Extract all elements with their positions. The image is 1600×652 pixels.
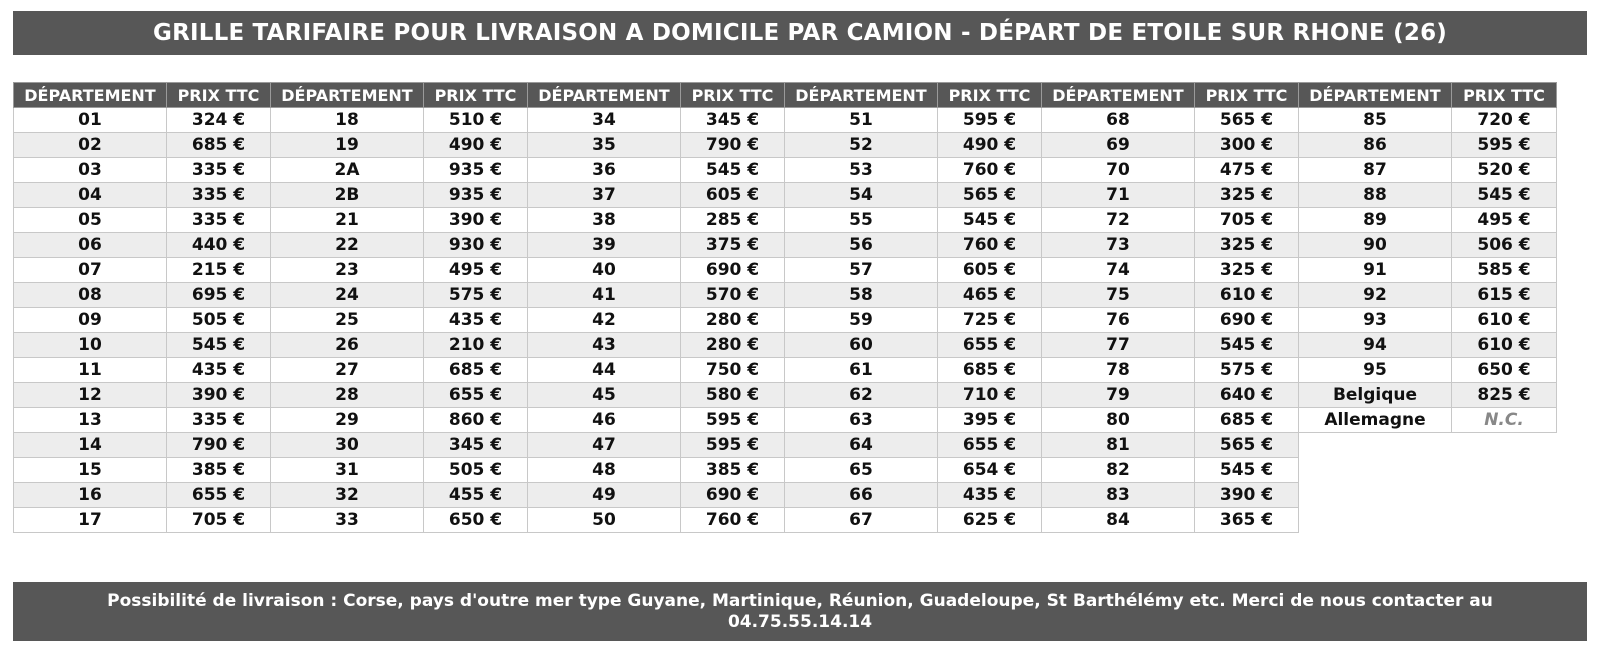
price-cell: 580 € bbox=[681, 383, 785, 408]
price-cell: 930 € bbox=[424, 233, 528, 258]
table-row bbox=[14, 458, 1557, 483]
price-cell: 345 € bbox=[681, 108, 785, 133]
departement-cell: 46 bbox=[528, 408, 681, 433]
price-cell: 390 € bbox=[424, 208, 528, 233]
price-cell: 395 € bbox=[938, 408, 1042, 433]
price-cell: 285 € bbox=[681, 208, 785, 233]
departement-cell: Belgique bbox=[1299, 383, 1452, 408]
departement-cell: 18 bbox=[271, 108, 424, 133]
table-row bbox=[14, 333, 1557, 358]
table-row bbox=[14, 233, 1557, 258]
price-cell: 595 € bbox=[938, 108, 1042, 133]
departement-cell: 63 bbox=[785, 408, 938, 433]
departement-cell: 04 bbox=[14, 183, 167, 208]
price-cell: 690 € bbox=[1195, 308, 1299, 333]
departement-cell: 26 bbox=[271, 333, 424, 358]
departement-cell: 47 bbox=[528, 433, 681, 458]
footer-note: Possibilité de livraison : Corse, pays d'outre mer type Guyane, Martinique, Réunion, Guadeloupe, St Barthélémy etc. Merci de nous contacter au 04.75.55.14.14 bbox=[13, 582, 1587, 641]
header-departement: DÉPARTEMENT bbox=[785, 83, 938, 108]
price-cell: 335 € bbox=[167, 408, 271, 433]
departement-cell: 11 bbox=[14, 358, 167, 383]
price-cell: 935 € bbox=[424, 183, 528, 208]
departement-cell: 40 bbox=[528, 258, 681, 283]
departement-cell: 07 bbox=[14, 258, 167, 283]
header-prix-ttc: PRIX TTC bbox=[1195, 83, 1299, 108]
price-cell: 655 € bbox=[167, 483, 271, 508]
price-cell: 565 € bbox=[1195, 108, 1299, 133]
departement-cell: 84 bbox=[1042, 508, 1195, 533]
departement-cell: 69 bbox=[1042, 133, 1195, 158]
price-cell: 325 € bbox=[1195, 233, 1299, 258]
price-cell: 210 € bbox=[424, 333, 528, 358]
departement-cell: 82 bbox=[1042, 458, 1195, 483]
table-header-row bbox=[14, 83, 1557, 108]
price-cell: 610 € bbox=[1195, 283, 1299, 308]
price-cell: 545 € bbox=[1195, 458, 1299, 483]
price-cell: 435 € bbox=[938, 483, 1042, 508]
departement-cell: 83 bbox=[1042, 483, 1195, 508]
departement-cell: 35 bbox=[528, 133, 681, 158]
departement-cell: 64 bbox=[785, 433, 938, 458]
price-cell: 510 € bbox=[424, 108, 528, 133]
departement-cell: 09 bbox=[14, 308, 167, 333]
price-cell: 760 € bbox=[938, 233, 1042, 258]
departement-cell: 67 bbox=[785, 508, 938, 533]
departement-cell: 2A bbox=[271, 158, 424, 183]
empty-cell bbox=[1299, 508, 1452, 533]
departement-cell: 80 bbox=[1042, 408, 1195, 433]
departement-cell: 21 bbox=[271, 208, 424, 233]
departement-cell: 88 bbox=[1299, 183, 1452, 208]
departement-cell: 52 bbox=[785, 133, 938, 158]
price-cell: 335 € bbox=[167, 158, 271, 183]
table-row bbox=[14, 258, 1557, 283]
header-prix-ttc: PRIX TTC bbox=[424, 83, 528, 108]
departement-cell: 78 bbox=[1042, 358, 1195, 383]
departement-cell: 30 bbox=[271, 433, 424, 458]
departement-cell: 23 bbox=[271, 258, 424, 283]
departement-cell: 81 bbox=[1042, 433, 1195, 458]
price-cell: 690 € bbox=[681, 258, 785, 283]
departement-cell: 54 bbox=[785, 183, 938, 208]
price-cell: 565 € bbox=[938, 183, 1042, 208]
table-row bbox=[14, 133, 1557, 158]
departement-cell: 77 bbox=[1042, 333, 1195, 358]
departement-cell: 87 bbox=[1299, 158, 1452, 183]
price-cell: 610 € bbox=[1452, 308, 1557, 333]
price-cell: 280 € bbox=[681, 308, 785, 333]
departement-cell: 13 bbox=[14, 408, 167, 433]
price-cell: 520 € bbox=[1452, 158, 1557, 183]
price-cell: 455 € bbox=[424, 483, 528, 508]
departement-cell: 24 bbox=[271, 283, 424, 308]
price-cell: 385 € bbox=[167, 458, 271, 483]
departement-cell: 33 bbox=[271, 508, 424, 533]
price-cell: 490 € bbox=[938, 133, 1042, 158]
header-departement: DÉPARTEMENT bbox=[1042, 83, 1195, 108]
departement-cell: 60 bbox=[785, 333, 938, 358]
departement-cell: 68 bbox=[1042, 108, 1195, 133]
departement-cell: 36 bbox=[528, 158, 681, 183]
price-cell: 725 € bbox=[938, 308, 1042, 333]
price-cell: 495 € bbox=[424, 258, 528, 283]
price-cell: 345 € bbox=[424, 433, 528, 458]
departement-cell: 17 bbox=[14, 508, 167, 533]
empty-cell bbox=[1452, 433, 1557, 458]
price-cell: 385 € bbox=[681, 458, 785, 483]
price-cell: 324 € bbox=[167, 108, 271, 133]
table-row bbox=[14, 158, 1557, 183]
price-cell: 595 € bbox=[681, 433, 785, 458]
price-cell: 545 € bbox=[167, 333, 271, 358]
price-cell: 435 € bbox=[167, 358, 271, 383]
table-body bbox=[14, 108, 1557, 533]
price-cell: 825 € bbox=[1452, 383, 1557, 408]
price-cell: 705 € bbox=[167, 508, 271, 533]
departement-cell: 75 bbox=[1042, 283, 1195, 308]
departement-cell: 15 bbox=[14, 458, 167, 483]
price-cell: 760 € bbox=[938, 158, 1042, 183]
departement-cell: 14 bbox=[14, 433, 167, 458]
price-cell: 690 € bbox=[681, 483, 785, 508]
price-cell: 750 € bbox=[681, 358, 785, 383]
departement-cell: 41 bbox=[528, 283, 681, 308]
price-cell: 505 € bbox=[167, 308, 271, 333]
departement-cell: 55 bbox=[785, 208, 938, 233]
header-departement: DÉPARTEMENT bbox=[1299, 83, 1452, 108]
departement-cell: 57 bbox=[785, 258, 938, 283]
price-cell: 325 € bbox=[1195, 183, 1299, 208]
departement-cell: 66 bbox=[785, 483, 938, 508]
price-cell: 605 € bbox=[681, 183, 785, 208]
departement-cell: 62 bbox=[785, 383, 938, 408]
price-cell: 685 € bbox=[938, 358, 1042, 383]
departement-cell: 28 bbox=[271, 383, 424, 408]
departement-cell: 25 bbox=[271, 308, 424, 333]
departement-cell: 58 bbox=[785, 283, 938, 308]
price-grid-table bbox=[13, 82, 1557, 533]
price-cell: 505 € bbox=[424, 458, 528, 483]
price-cell: 375 € bbox=[681, 233, 785, 258]
empty-cell bbox=[1452, 458, 1557, 483]
departement-cell: 89 bbox=[1299, 208, 1452, 233]
header-prix-ttc: PRIX TTC bbox=[167, 83, 271, 108]
price-cell: N.C. bbox=[1452, 408, 1557, 433]
table-row bbox=[14, 283, 1557, 308]
departement-cell: 01 bbox=[14, 108, 167, 133]
departement-cell: 50 bbox=[528, 508, 681, 533]
departement-cell: 92 bbox=[1299, 283, 1452, 308]
price-cell: 545 € bbox=[681, 158, 785, 183]
table-row bbox=[14, 208, 1557, 233]
price-cell: 490 € bbox=[424, 133, 528, 158]
departement-cell: 70 bbox=[1042, 158, 1195, 183]
departement-cell: 38 bbox=[528, 208, 681, 233]
departement-cell: 85 bbox=[1299, 108, 1452, 133]
price-cell: 475 € bbox=[1195, 158, 1299, 183]
departement-cell: 06 bbox=[14, 233, 167, 258]
table-row bbox=[14, 408, 1557, 433]
price-cell: 790 € bbox=[681, 133, 785, 158]
departement-cell: 2B bbox=[271, 183, 424, 208]
price-cell: 595 € bbox=[1452, 133, 1557, 158]
departement-cell: 59 bbox=[785, 308, 938, 333]
departement-cell: 10 bbox=[14, 333, 167, 358]
departement-cell: 72 bbox=[1042, 208, 1195, 233]
price-cell: 610 € bbox=[1452, 333, 1557, 358]
departement-cell: 08 bbox=[14, 283, 167, 308]
departement-cell: 79 bbox=[1042, 383, 1195, 408]
departement-cell: 37 bbox=[528, 183, 681, 208]
departement-cell: 51 bbox=[785, 108, 938, 133]
header-departement: DÉPARTEMENT bbox=[528, 83, 681, 108]
departement-cell: 12 bbox=[14, 383, 167, 408]
departement-cell: 74 bbox=[1042, 258, 1195, 283]
table-row bbox=[14, 483, 1557, 508]
departement-cell: 43 bbox=[528, 333, 681, 358]
departement-cell: 53 bbox=[785, 158, 938, 183]
header-departement: DÉPARTEMENT bbox=[271, 83, 424, 108]
price-cell: 435 € bbox=[424, 308, 528, 333]
departement-cell: 95 bbox=[1299, 358, 1452, 383]
empty-cell bbox=[1299, 458, 1452, 483]
departement-cell: 91 bbox=[1299, 258, 1452, 283]
table-row bbox=[14, 508, 1557, 533]
price-cell: 325 € bbox=[1195, 258, 1299, 283]
price-cell: 365 € bbox=[1195, 508, 1299, 533]
departement-cell: 86 bbox=[1299, 133, 1452, 158]
departement-cell: 93 bbox=[1299, 308, 1452, 333]
departement-cell: Allemagne bbox=[1299, 408, 1452, 433]
price-cell: 280 € bbox=[681, 333, 785, 358]
price-cell: 640 € bbox=[1195, 383, 1299, 408]
price-cell: 655 € bbox=[938, 333, 1042, 358]
departement-cell: 05 bbox=[14, 208, 167, 233]
price-cell: 565 € bbox=[1195, 433, 1299, 458]
price-cell: 625 € bbox=[938, 508, 1042, 533]
table-row bbox=[14, 358, 1557, 383]
price-cell: 545 € bbox=[938, 208, 1042, 233]
departement-cell: 42 bbox=[528, 308, 681, 333]
price-cell: 685 € bbox=[167, 133, 271, 158]
departement-cell: 45 bbox=[528, 383, 681, 408]
departement-cell: 22 bbox=[271, 233, 424, 258]
departement-cell: 49 bbox=[528, 483, 681, 508]
departement-cell: 29 bbox=[271, 408, 424, 433]
departement-cell: 32 bbox=[271, 483, 424, 508]
price-cell: 575 € bbox=[424, 283, 528, 308]
empty-cell bbox=[1452, 483, 1557, 508]
price-cell: 685 € bbox=[1195, 408, 1299, 433]
price-cell: 390 € bbox=[1195, 483, 1299, 508]
price-cell: 506 € bbox=[1452, 233, 1557, 258]
price-cell: 545 € bbox=[1452, 183, 1557, 208]
price-cell: 650 € bbox=[1452, 358, 1557, 383]
departement-cell: 16 bbox=[14, 483, 167, 508]
price-cell: 545 € bbox=[1195, 333, 1299, 358]
price-cell: 390 € bbox=[167, 383, 271, 408]
header-departement: DÉPARTEMENT bbox=[14, 83, 167, 108]
departement-cell: 73 bbox=[1042, 233, 1195, 258]
departement-cell: 03 bbox=[14, 158, 167, 183]
empty-cell bbox=[1299, 433, 1452, 458]
header-prix-ttc: PRIX TTC bbox=[1452, 83, 1557, 108]
departement-cell: 90 bbox=[1299, 233, 1452, 258]
price-cell: 335 € bbox=[167, 183, 271, 208]
page-title: GRILLE TARIFAIRE POUR LIVRAISON A DOMICILE PAR CAMION - DÉPART DE ETOILE SUR RHONE (26) bbox=[13, 11, 1587, 55]
departement-cell: 34 bbox=[528, 108, 681, 133]
price-cell: 650 € bbox=[424, 508, 528, 533]
price-cell: 605 € bbox=[938, 258, 1042, 283]
departement-cell: 61 bbox=[785, 358, 938, 383]
price-cell: 595 € bbox=[681, 408, 785, 433]
departement-cell: 48 bbox=[528, 458, 681, 483]
departement-cell: 19 bbox=[271, 133, 424, 158]
empty-cell bbox=[1299, 483, 1452, 508]
header-prix-ttc: PRIX TTC bbox=[681, 83, 785, 108]
departement-cell: 27 bbox=[271, 358, 424, 383]
departement-cell: 65 bbox=[785, 458, 938, 483]
price-cell: 440 € bbox=[167, 233, 271, 258]
departement-cell: 39 bbox=[528, 233, 681, 258]
table-row bbox=[14, 108, 1557, 133]
price-cell: 585 € bbox=[1452, 258, 1557, 283]
price-cell: 935 € bbox=[424, 158, 528, 183]
departement-cell: 31 bbox=[271, 458, 424, 483]
price-cell: 860 € bbox=[424, 408, 528, 433]
departement-cell: 56 bbox=[785, 233, 938, 258]
departement-cell: 71 bbox=[1042, 183, 1195, 208]
price-cell: 335 € bbox=[167, 208, 271, 233]
price-cell: 710 € bbox=[938, 383, 1042, 408]
price-cell: 655 € bbox=[424, 383, 528, 408]
price-cell: 695 € bbox=[167, 283, 271, 308]
price-cell: 685 € bbox=[424, 358, 528, 383]
price-cell: 760 € bbox=[681, 508, 785, 533]
departement-cell: 94 bbox=[1299, 333, 1452, 358]
empty-cell bbox=[1452, 508, 1557, 533]
price-cell: 215 € bbox=[167, 258, 271, 283]
price-cell: 300 € bbox=[1195, 133, 1299, 158]
price-cell: 465 € bbox=[938, 283, 1042, 308]
price-cell: 495 € bbox=[1452, 208, 1557, 233]
price-cell: 654 € bbox=[938, 458, 1042, 483]
price-cell: 655 € bbox=[938, 433, 1042, 458]
departement-cell: 76 bbox=[1042, 308, 1195, 333]
table-row bbox=[14, 308, 1557, 333]
price-cell: 575 € bbox=[1195, 358, 1299, 383]
table-row bbox=[14, 433, 1557, 458]
price-cell: 720 € bbox=[1452, 108, 1557, 133]
price-cell: 705 € bbox=[1195, 208, 1299, 233]
departement-cell: 02 bbox=[14, 133, 167, 158]
table-row bbox=[14, 383, 1557, 408]
table-row bbox=[14, 183, 1557, 208]
price-cell: 615 € bbox=[1452, 283, 1557, 308]
price-cell: 790 € bbox=[167, 433, 271, 458]
header-prix-ttc: PRIX TTC bbox=[938, 83, 1042, 108]
price-cell: 570 € bbox=[681, 283, 785, 308]
departement-cell: 44 bbox=[528, 358, 681, 383]
